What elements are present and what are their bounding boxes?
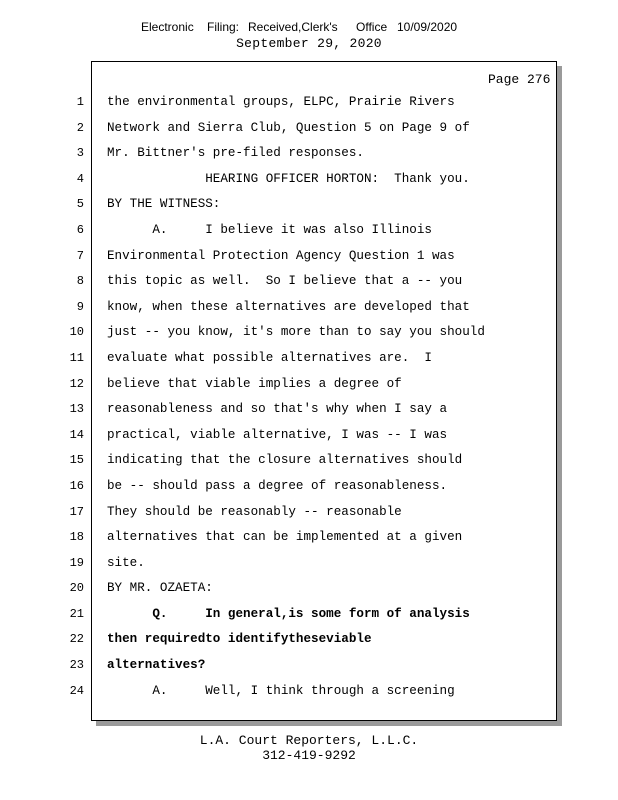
line-number: 6 bbox=[76, 222, 84, 237]
line-number: 23 bbox=[69, 658, 84, 673]
transcript-line: reasonableness and so that's why when I say a bbox=[107, 402, 448, 417]
transcript-line: evaluate what possible alternatives are. I bbox=[107, 350, 432, 365]
line-number-column bbox=[60, 90, 84, 704]
line-number: 18 bbox=[69, 530, 84, 545]
transcript-line: HEARING OFFICER HORTON: Thank you. bbox=[107, 171, 470, 186]
line-number: 21 bbox=[69, 606, 84, 621]
transcript-line: this topic as well. So I believe that a -- you bbox=[107, 274, 463, 289]
stamp-word-received: Received,Clerk's bbox=[248, 20, 338, 34]
line-number: 3 bbox=[76, 146, 84, 161]
transcript-line: Environmental Protection Agency Question 1 was bbox=[107, 248, 455, 263]
line-number: 24 bbox=[69, 683, 84, 698]
reporter-phone: 312-419-9292 bbox=[262, 748, 356, 763]
reporter-company: L.A. Court Reporters, L.L.C. bbox=[199, 733, 419, 748]
page-number: Page 276 bbox=[488, 72, 551, 87]
line-number: 10 bbox=[69, 325, 84, 340]
transcript-line: site. bbox=[107, 555, 145, 570]
line-number: 8 bbox=[76, 274, 84, 289]
transcript-line: Q. In general,is some form of analysis bbox=[107, 606, 470, 621]
line-number: 15 bbox=[69, 453, 84, 468]
transcript-line: alternatives that can be implemented at a given bbox=[107, 530, 463, 545]
line-number: 20 bbox=[69, 581, 84, 596]
transcript-line: then requiredto identifytheseviable bbox=[107, 632, 372, 647]
line-number: 1 bbox=[76, 95, 84, 109]
transcript-line: A. I believe it was also Illinois bbox=[107, 222, 432, 237]
stamp-word-office: Office bbox=[356, 20, 388, 34]
line-number: 22 bbox=[69, 632, 84, 647]
transcript-line: alternatives? bbox=[107, 658, 206, 673]
transcript-line: A. Well, I think through a screening bbox=[107, 683, 455, 698]
footer bbox=[0, 733, 618, 763]
transcript-line: just -- you know, it's more than to say you should bbox=[107, 325, 485, 340]
transcript-line: know, when these alternatives are developed that bbox=[107, 299, 470, 314]
line-number: 9 bbox=[76, 299, 84, 314]
line-number: 12 bbox=[69, 376, 84, 391]
transcript-line: practical, viable alternative, I was -- I was bbox=[107, 427, 448, 442]
transcript-line: believe that viable implies a degree of bbox=[107, 376, 402, 391]
hearing-date: September 29, 2020 bbox=[236, 36, 382, 51]
line-number: 14 bbox=[69, 427, 84, 442]
line-number: 11 bbox=[69, 350, 84, 365]
stamp-word-electronic: Electronic bbox=[141, 20, 194, 34]
line-number: 4 bbox=[76, 171, 84, 186]
line-number: 13 bbox=[69, 402, 84, 417]
stamp-word-filing: Filing: bbox=[207, 20, 240, 34]
line-number: 17 bbox=[69, 504, 84, 519]
transcript-line: BY MR. OZAETA: bbox=[107, 581, 213, 596]
transcript-text-column bbox=[107, 90, 547, 704]
transcript-line: the environmental groups, ELPC, Prairie Rivers bbox=[107, 95, 455, 109]
transcript-line: BY THE WITNESS: bbox=[107, 197, 221, 212]
line-number: 7 bbox=[76, 248, 84, 263]
transcript-line: indicating that the closure alternatives should bbox=[107, 453, 463, 468]
transcript-line: be -- should pass a degree of reasonableness. bbox=[107, 478, 448, 493]
line-number: 19 bbox=[69, 555, 84, 570]
line-number: 16 bbox=[69, 478, 84, 493]
line-number: 5 bbox=[76, 197, 84, 212]
stamp-date: 10/09/2020 bbox=[397, 20, 458, 34]
transcript-line: Mr. Bittner's pre-filed responses. bbox=[107, 146, 364, 161]
transcript-line: They should be reasonably -- reasonable bbox=[107, 504, 402, 519]
transcript-line: Network and Sierra Club, Question 5 on Page 9 of bbox=[107, 120, 470, 135]
line-number: 2 bbox=[76, 120, 84, 135]
